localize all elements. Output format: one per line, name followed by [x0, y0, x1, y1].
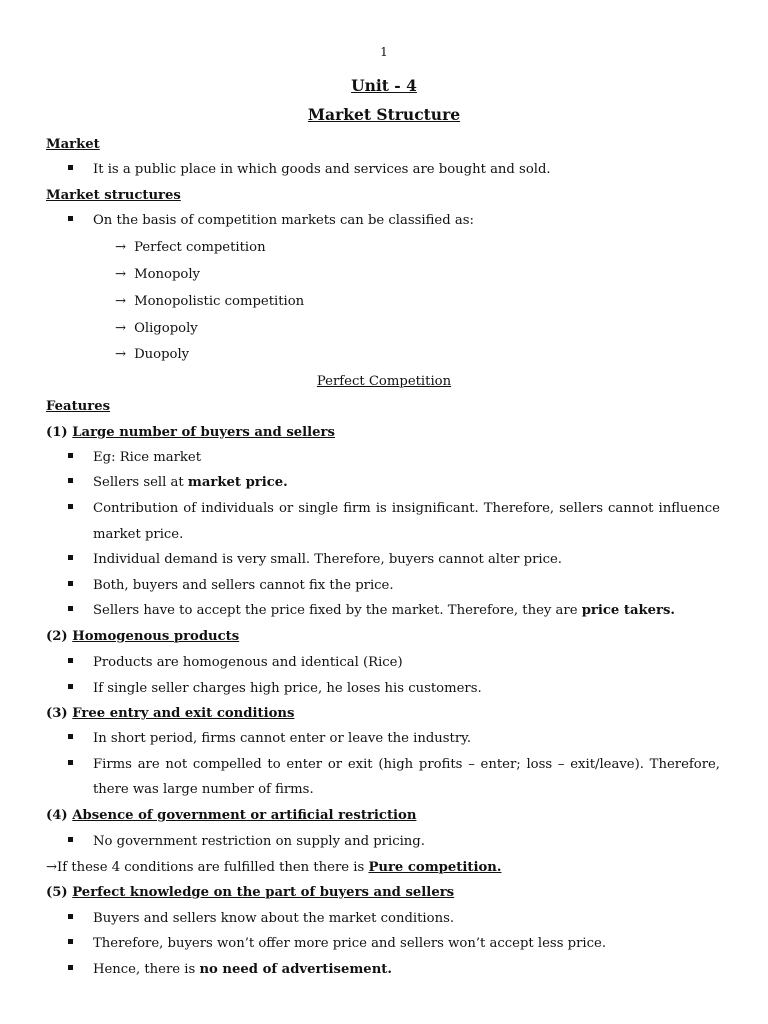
list-item: Individual demand is very small. Therefore, buyers cannot alter price.: [68, 551, 768, 569]
page-number: 1: [380, 45, 388, 59]
bullet-icon: [68, 606, 73, 611]
feature-heading-2: (2) Homogenous products: [46, 629, 240, 644]
list-item-continuation: there was large number of firms.: [93, 782, 314, 797]
bullet-icon: [68, 478, 73, 483]
structure-type-item: → Monopolistic competition: [115, 294, 305, 309]
bullet-icon: [68, 581, 73, 586]
feature-heading-1: (1) Large number of buyers and sellers: [46, 425, 335, 440]
list-item: Sellers sell at market price.: [68, 474, 768, 492]
arrow-icon: →: [115, 347, 127, 362]
list-item: In short period, firms cannot enter or leave the industry.: [68, 730, 768, 748]
document-page: 1 Unit - 4 Market Structure Market It is a public place in which goods and services are bought and sold. Market structures On the basis of competition markets can be classified as: → Perfect competition → Monopoly → Monopolistic competition → Oligopoly → Duopoly Perfect Competition Features (1) Large number of buyers and sellers Eg: Rice market Sellers sell at market price. Contribution of individuals or single firm is insignificant. Therefore, sellers cannot influence market price. Individual demand is very small. Therefore, buyers cannot alter price. Both, buyers and sellers cannot fix the price. Sellers have to accept the price fixed by the market. Therefore, they are price takers. (2) Homogenous products Products are homogenous and identical (Rice) If single seller charges high price, he loses his customers. (3) Free entry and exit conditions In short period, firms cannot enter or leave the industry. Firms are not compelled to enter or exit (high profits – enter; loss – exit/leave). Therefore, there was large number of firms. (4) Absence of government or artificial restriction No government restriction on supply and pricing. →If these 4 conditions are fulfilled then there is Pure competition. (5) Perfect knowledge on the part of buyers and sellers Buyers and sellers know about the market conditions. Therefore, buyers won’t offer more price and sellers won’t accept less price. Hence, there is no need of advertisement.: [0, 0, 768, 1024]
structure-type-item: → Perfect competition: [115, 240, 266, 255]
features-label: Features: [46, 399, 111, 414]
structure-type-item: → Duopoly: [115, 347, 190, 362]
list-item: Both, buyers and sellers cannot fix the price.: [68, 577, 768, 595]
pure-competition-note: →If these 4 conditions are fulfilled then there is Pure competition.: [46, 860, 502, 875]
list-item: Therefore, buyers won’t offer more price and sellers won’t accept less price.: [68, 935, 768, 953]
list-item-continuation: market price.: [93, 527, 184, 542]
bullet-icon: [68, 734, 73, 739]
list-item: It is a public place in which goods and services are bought and sold.: [68, 161, 768, 179]
structure-type-item: → Monopoly: [115, 267, 200, 282]
list-item: If single seller charges high price, he loses his customers.: [68, 680, 768, 698]
bullet-icon: [68, 216, 73, 221]
feature-heading-3: (3) Free entry and exit conditions: [46, 706, 295, 721]
bullet-icon: [68, 837, 73, 842]
bullet-icon: [68, 658, 73, 663]
list-item: Eg: Rice market: [68, 449, 768, 467]
bullet-icon: [68, 914, 73, 919]
list-item: No government restriction on supply and pricing.: [68, 833, 768, 851]
bullet-icon: [68, 555, 73, 560]
list-item: Buyers and sellers know about the market conditions.: [68, 910, 768, 928]
subheading-perfect-competition: Perfect Competition: [316, 374, 452, 389]
feature-heading-4: (4) Absence of government or artificial restriction: [46, 808, 417, 823]
arrow-icon: →: [115, 294, 127, 309]
bullet-icon: [68, 939, 73, 944]
list-item: Hence, there is no need of advertisement.: [68, 961, 768, 979]
list-item: Products are homogenous and identical (Rice): [68, 654, 768, 672]
bullet-icon: [68, 453, 73, 458]
bullet-icon: [68, 760, 73, 765]
list-item: Sellers have to accept the price fixed by the market. Therefore, they are price takers.: [68, 602, 768, 620]
list-item: On the basis of competition markets can be classified as:: [68, 212, 768, 230]
feature-heading-5: (5) Perfect knowledge on the part of buyers and sellers: [46, 885, 455, 900]
bullet-icon: [68, 165, 73, 170]
structure-type-item: → Oligopoly: [115, 321, 198, 336]
bullet-icon: [68, 684, 73, 689]
unit-heading: Unit - 4: [351, 76, 417, 95]
section-heading-market: Market: [46, 137, 100, 152]
page-title: Market Structure: [307, 105, 461, 124]
arrow-icon: →: [115, 321, 127, 336]
arrow-icon: →: [115, 240, 127, 255]
arrow-icon: →: [115, 267, 127, 282]
section-heading-market-structures: Market structures: [46, 188, 181, 203]
bullet-icon: [68, 504, 73, 509]
bullet-icon: [68, 965, 73, 970]
